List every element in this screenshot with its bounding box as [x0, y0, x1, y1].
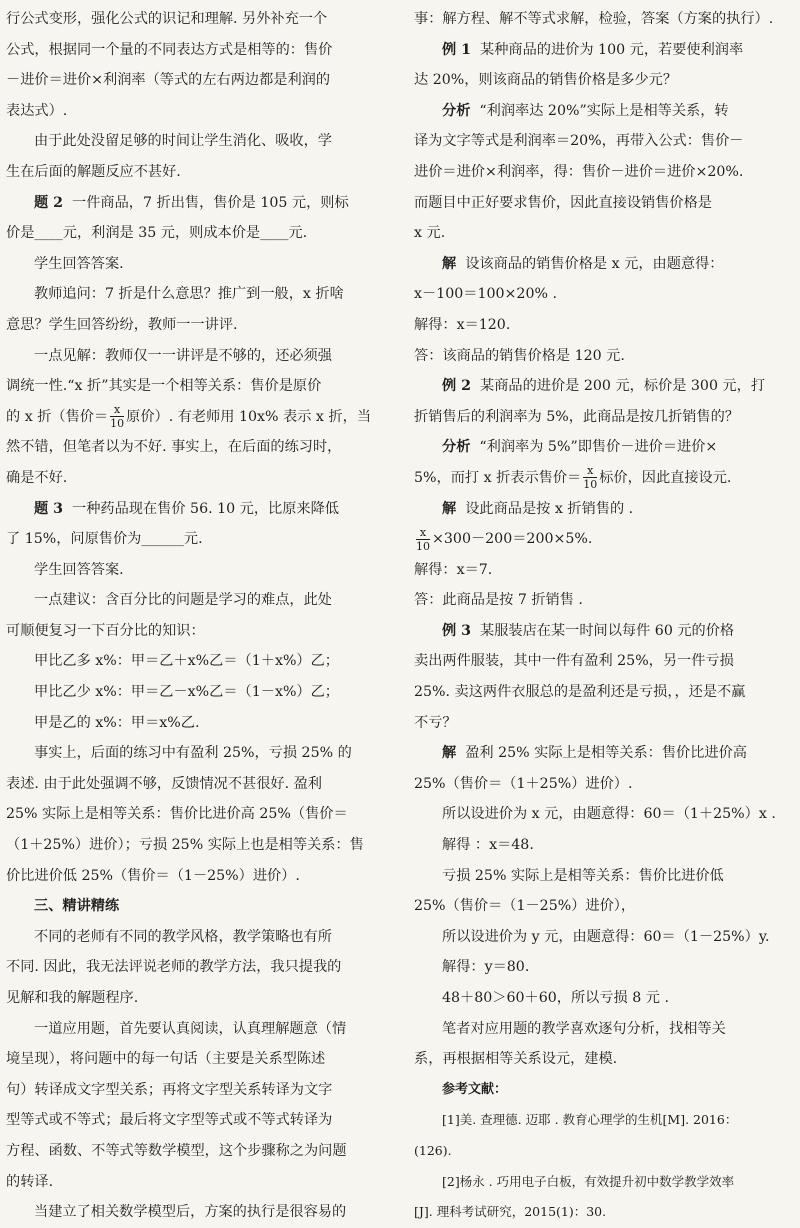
example-text: 达 20%，则该商品的销售价格是多少元？: [414, 72, 678, 89]
paragraph-line: 表达式）.: [6, 102, 68, 119]
analysis-label: 分析: [442, 439, 471, 456]
answer-line: 答：该商品的销售价格是 120 元.: [414, 347, 625, 364]
paragraph-line-with-fraction: [6, 402, 392, 433]
paragraph-line: 行公式变形，强化公式的识记和理解. 另外补充一个: [6, 11, 328, 27]
reference-item: [2]杨永 . 巧用电子白板，有效提升初中数学教学效率: [442, 1173, 735, 1189]
example-text: 卖出两件服装，其中一件有盈利 25%，另一件亏损: [414, 653, 734, 670]
question-label: 题 3: [34, 500, 63, 517]
reference-item: [J]. 理科考试研究，2015(1)：30.: [414, 1204, 607, 1220]
paragraph-line: 型等式或不等式；最后将文字型等式或不等式转译为: [6, 1112, 333, 1129]
paragraph-line: 可顺便复习一下百分比的知识：: [6, 622, 205, 639]
formula-line: 甲是乙的 x%：甲＝x%乙.: [34, 714, 200, 731]
paragraph-line: 调统一性.“x 折”其实是一个相等关系：售价是原价: [6, 378, 322, 395]
paragraph-line: 句）转译成文字型关系；再将文字型关系转译为文字: [6, 1081, 333, 1098]
question-label: 题 2: [34, 194, 63, 211]
paragraph-line: 价比进价低 25%（售价＝（1－25%）进价）.: [6, 867, 300, 884]
paragraph-line: 不同. 因此，我无法评说老师的教学方法，我只提我的: [6, 959, 342, 976]
question-text: 一件商品，7 折出售，售价是 105 元，则标: [72, 194, 349, 211]
answer-line: 答：此商品是按 7 折销售 .: [414, 592, 583, 609]
paragraph-line: 由于此处没留足够的时间让学生消化、吸收，学: [34, 133, 332, 150]
paragraph-line: 公式，根据同一个量的不同表达方式是相等的：售价: [6, 41, 333, 58]
reference-item: [1]美. 查理德. 迈耶 . 教育心理学的生机[M]. 2016：: [442, 1112, 738, 1128]
text-span: 的 x 折（售价＝: [6, 408, 109, 425]
fraction-numerator: x: [110, 403, 124, 417]
fraction: [583, 464, 597, 491]
paragraph-line: 一道应用题，首先要认真阅读，认真理解题意（情: [34, 1020, 347, 1037]
analysis-1: [414, 96, 796, 127]
solution-1: [414, 249, 796, 280]
paragraph-line: 境呈现），将问题中的每一句话（主要是关系型陈述: [6, 1051, 326, 1068]
analysis-text: x 元.: [414, 225, 446, 242]
analysis-text: 而题目中正好要求售价，因此直接设销售价格是: [414, 194, 712, 211]
fraction-numerator: x: [416, 526, 430, 540]
paragraph-line: 表述. 由于此处强调不够，反馈情况不甚很好. 盈利: [6, 775, 322, 792]
equation-line: [414, 524, 796, 555]
conclusion-line: 48＋80＞60＋60，所以亏损 8 元 .: [442, 990, 669, 1006]
solution-label: 解: [442, 745, 457, 762]
question-text: 一种药品现在售价 56. 10 元，比原来降低: [72, 500, 339, 517]
text-span: 5%，而打 x 折表示售价＝: [414, 469, 582, 486]
example-1: [414, 35, 796, 66]
text-span: 标价，因此直接设元.: [599, 469, 732, 486]
formula-line: 甲比乙少 x%：甲＝乙－x%乙＝（1－x%）乙；: [34, 684, 339, 701]
solution-text: 设该商品的销售价格是 x 元，由题意得：: [465, 255, 724, 272]
equation-line: 所以设进价为 x 元，由题意得：60＝（1＋25%）x .: [442, 806, 776, 823]
question-text: 了 15%，问原售价为______元.: [6, 531, 203, 548]
example-text: 某商品的进价是 200 元，标价是 300 元，打: [480, 378, 766, 395]
solution-text: 盈利 25% 实际上是相等关系：售价比进价高: [465, 745, 747, 762]
paragraph-line: 一点建议：含百分比的问题是学习的难点，此处: [34, 592, 332, 609]
solution-label: 解: [442, 255, 457, 272]
solution-3: [414, 738, 796, 769]
solution-text: 亏损 25% 实际上是相等关系：售价比进价低: [442, 867, 724, 884]
analysis-text: 译为文字等式是利润率＝20%，再带入公式：售价－: [414, 133, 744, 150]
right-column: [414, 4, 796, 1228]
paragraph-line: 当建立了相关数学模型后，方案的执行是很容易的: [34, 1204, 347, 1221]
analysis-line-with-fraction: [414, 463, 796, 494]
example-text: 不亏？: [414, 714, 457, 731]
equation-line: x－100＝100×20% .: [414, 286, 557, 303]
solution-label: 解: [442, 500, 457, 517]
fraction-numerator: x: [583, 464, 597, 478]
reference-item: (126).: [414, 1142, 452, 1158]
paragraph-line: 不同的老师有不同的教学风格，教学策略也有所: [34, 928, 332, 945]
example-label: 例 3: [442, 622, 471, 639]
result-line: 解得：x＝7.: [414, 561, 493, 578]
analysis-label: 分析: [442, 102, 471, 119]
paragraph-line: 方程、函数、不等式等数学模型，这个步骤称之为问题: [6, 1142, 347, 1159]
question-2: [6, 188, 392, 219]
result-line: 解得：y＝80.: [442, 959, 530, 976]
formula-line: 甲比乙多 x%：甲＝乙＋x%乙＝（1＋x%）乙；: [34, 653, 339, 670]
fraction: [416, 526, 430, 553]
fraction-denominator: 10: [583, 478, 598, 492]
question-text: 价是____元，利润是 35 元，则成本价是____元.: [6, 225, 308, 242]
analysis-2: [414, 432, 796, 463]
question-3: [6, 494, 392, 525]
paragraph-line: －进价＝进价×利润率（等式的左右两边都是利润的: [6, 72, 331, 89]
text-span: 原价）. 有老师用 10x% 表示 x 折，当: [126, 408, 372, 425]
result-line: 解得：x＝120.: [414, 316, 511, 333]
analysis-text: 进价＝进价×利润率，得：售价－进价＝进价×20%.: [414, 163, 744, 180]
example-label: 例 1: [442, 41, 471, 58]
paragraph-line: 系，再根据相等关系设元，建模.: [414, 1051, 618, 1068]
paragraph-line: 笔者对应用题的教学喜欢逐句分析，找相等关: [442, 1020, 726, 1037]
example-2: [414, 371, 796, 402]
paragraph-line: 见解和我的解题程序.: [6, 990, 139, 1006]
example-text: 某种商品的进价为 100 元，若要使利润率: [480, 41, 744, 58]
fraction-denominator: 10: [416, 539, 430, 553]
section-heading: 三、精讲精练: [34, 898, 120, 915]
paragraph-line: 的转译.: [6, 1173, 54, 1190]
paragraph-line: 意思？学生回答纷纷，教师一一讲评.: [6, 316, 238, 333]
example-label: 例 2: [442, 378, 471, 395]
solution-text: 25%（售价＝（1－25%）进价），: [414, 898, 636, 915]
solution-2: [414, 494, 796, 525]
example-text: 25%. 卖这两件衣服总的是盈利还是亏损，，还是不赢: [414, 684, 746, 701]
paragraph-line: 然不错，但笔者以为不好. 事实上，在后面的练习时，: [6, 439, 342, 456]
fraction: [110, 403, 124, 430]
equation-line: 所以设进价为 y 元，由题意得：60＝（1－25%）y.: [442, 928, 770, 945]
paragraph-line: 教师追问：7 折是什么意思？推广到一般，x 折啥: [34, 286, 344, 303]
analysis-text: “利润率达 20%”实际上是相等关系，转: [479, 102, 729, 119]
result-line: 解得 ：x＝48.: [442, 837, 534, 854]
solution-text: 设此商品是按 x 折销售的 .: [465, 500, 634, 517]
text-span: ×300－200＝200×5%.: [432, 531, 593, 548]
paragraph-line: （1＋25%）进价）；亏损 25% 实际上也是相等关系：售: [6, 837, 364, 854]
references-heading: 参考文献：: [442, 1081, 508, 1097]
paragraph-line: 确是不好.: [6, 469, 68, 486]
left-column: [6, 4, 392, 1228]
example-text: 某服装店在某一时间以每件 60 元的价格: [480, 622, 735, 639]
example-text: 折销售后的利润率为 5%，此商品是按几折销售的？: [414, 408, 739, 425]
analysis-text: “利润率为 5%”即售价－进价＝进价×: [479, 439, 718, 456]
paragraph-line: 事实上，后面的练习中有盈利 25%，亏损 25% 的: [34, 745, 352, 762]
example-3: [414, 616, 796, 647]
paragraph-line: 25% 实际上是相等关系：售价比进价高 25%（售价＝: [6, 806, 348, 823]
student-answer: 学生回答答案.: [34, 561, 124, 578]
student-answer: 学生回答答案.: [34, 255, 124, 272]
paragraph-line: 一点见解：教师仅一一讲评是不够的，还必须强: [34, 347, 332, 364]
solution-text: 25%（售价＝（1＋25%）进价）.: [414, 775, 633, 792]
fraction-denominator: 10: [110, 417, 125, 431]
paragraph-line: 事：解方程、解不等式求解，检验，答案（方案的执行）.: [414, 11, 774, 27]
paragraph-line: 生在后面的解题反应不甚好.: [6, 163, 181, 180]
